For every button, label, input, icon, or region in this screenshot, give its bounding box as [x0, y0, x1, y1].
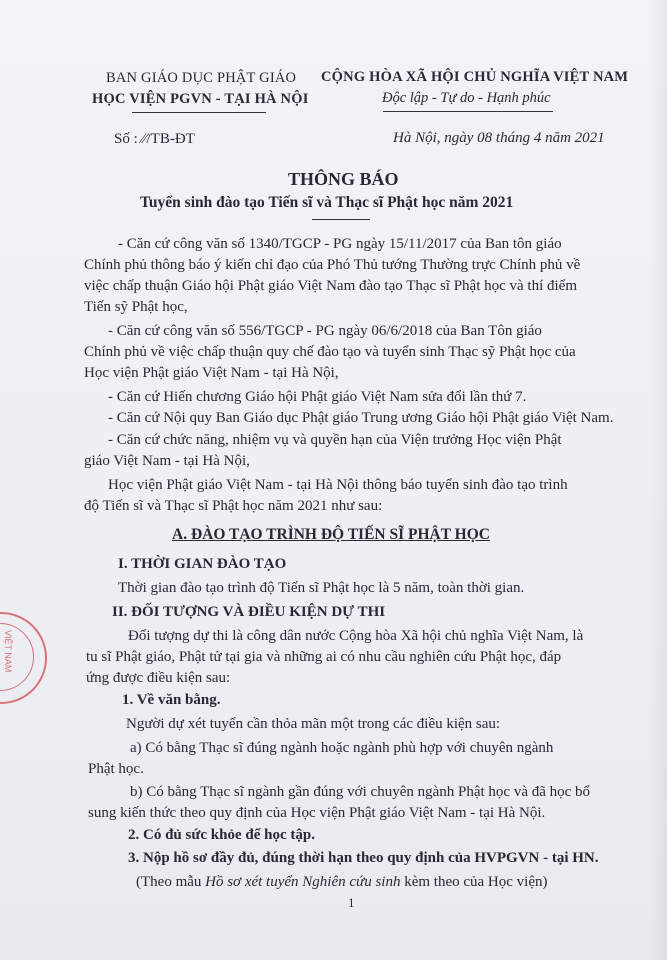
item-1-line: Người dự xét tuyển cần thỏa mãn một trong các điều kiện sau: — [126, 716, 501, 732]
document-number: Số : ⁄⁄/TB-ĐT — [114, 131, 195, 147]
stamp-text: VIỆT NAM — [3, 630, 13, 673]
place-date: Hà Nội, ngày 08 tháng 4 năm 2021 — [393, 130, 605, 146]
section-1-text: Thời gian đào tạo trình độ Tiến sĩ Phật học là 5 năm, toàn thời gian. — [118, 580, 525, 596]
item-1-line: a) Có bằng Thạc sĩ đúng ngành hoặc ngành phù hợp với chuyên ngành — [130, 740, 554, 756]
body-line: Học viện Phật giáo Việt Nam - tại Hà Nội, — [84, 365, 339, 381]
page-title: THÔNG BÁO — [288, 169, 399, 189]
motto: Độc lập - Tự do - Hạnh phúc — [382, 90, 551, 106]
page-shadow — [648, 0, 667, 960]
body-line: - Căn cứ chức năng, nhiệm vụ và quyền hạn của Viện trưởng Học viện Phật — [108, 432, 562, 448]
body-line: - Căn cứ Hiến chương Giáo hội Phật giáo Việt Nam sửa đổi lần thứ 7. — [108, 389, 527, 405]
item-3-heading: 3. Nộp hồ sơ đầy đủ, đúng thời hạn theo quy định của HVPGVN - tại HN. — [128, 850, 599, 866]
item-2-heading: 2. Có đủ sức khỏe để học tập. — [128, 827, 315, 843]
left-underline — [132, 112, 266, 113]
body-line: Tiến sỹ Phật học, — [84, 299, 188, 315]
page-number: 1 — [348, 895, 355, 910]
page-subtitle: Tuyển sinh đào tạo Tiến sĩ và Thạc sĩ Phật học năm 2021 — [140, 194, 514, 211]
item-3-note-pre: (Theo mẫu — [136, 874, 206, 890]
body-line: độ Tiến sĩ và Thạc sĩ Phật học năm 2021 như sau: — [84, 498, 383, 514]
item-1-line: b) Có bằng Thạc sĩ ngành gần đúng với chuyên ngành Phật học và đã học bổ — [130, 784, 591, 800]
body-line: Chính phủ thông báo ý kiến chỉ đạo của Phó Thủ tướng Thường trực Chính phủ về — [84, 257, 581, 273]
item-1-line: Phật học. — [88, 761, 144, 777]
item-1-line: sung kiến thức theo quy định của Học viện Phật giáo Việt Nam - tại Hà Nội. — [88, 805, 546, 821]
title-rule — [312, 219, 370, 220]
item-1-heading: 1. Về văn bằng. — [122, 692, 221, 708]
institute-name: HỌC VIỆN PGVN - TẠI HÀ NỘI — [92, 91, 309, 107]
body-line: việc chấp thuận Giáo hội Phật giáo Việt Nam đào tạo Thạc sĩ Phật học và thí điểm — [84, 278, 578, 294]
section-2-line: Đối tượng dự thi là công dân nước Cộng hòa Xã hội chủ nghĩa Việt Nam, là — [128, 628, 584, 644]
item-3-note-post: kèm theo của Học viện) — [400, 874, 548, 890]
item-3-note — [136, 872, 548, 894]
body-line: - Căn cứ công văn số 556/TGCP - PG ngày 06/6/2018 của Ban Tôn giáo — [108, 323, 542, 339]
body-line: Chính phủ về việc chấp thuận quy chế đào tạo và tuyển sinh Thạc sỹ Phật học của — [84, 344, 576, 360]
section-1-heading: I. THỜI GIAN ĐÀO TẠO — [118, 556, 287, 572]
body-line: Học viện Phật giáo Việt Nam - tại Hà Nội thông báo tuyển sinh đào tạo trình — [108, 477, 568, 493]
body-line: giáo Việt Nam - tại Hà Nội, — [84, 453, 250, 469]
section-a-heading: A. ĐÀO TẠO TRÌNH ĐỘ TIẾN SĨ PHẬT HỌC — [172, 526, 490, 543]
item-3-note-italic: Hồ sơ xét tuyển Nghiên cứu sinh — [205, 874, 401, 890]
body-line: - Căn cứ công văn số 1340/TGCP - PG ngày 15/11/2017 của Ban tôn giáo — [118, 236, 562, 252]
section-2-line: ứng được điều kiện sau: — [86, 670, 231, 686]
section-2-heading: II. ĐỐI TƯỢNG VÀ ĐIỀU KIỆN DỰ THI — [112, 604, 386, 620]
country-name: CỘNG HÒA XÃ HỘI CHỦ NGHĨA VIỆT NAM — [321, 69, 629, 85]
body-line: - Căn cứ Nội quy Ban Giáo dục Phật giáo Trung ương Giáo hội Phật giáo Việt Nam. — [108, 410, 614, 426]
section-2-line: tu sĩ Phật giáo, Phật tử tại gia và những ai có nhu cầu nghiên cứu Phật học, đáp — [86, 649, 562, 665]
agency-name: BAN GIÁO DỤC PHẬT GIÁO — [106, 70, 297, 86]
right-underline — [383, 111, 553, 112]
